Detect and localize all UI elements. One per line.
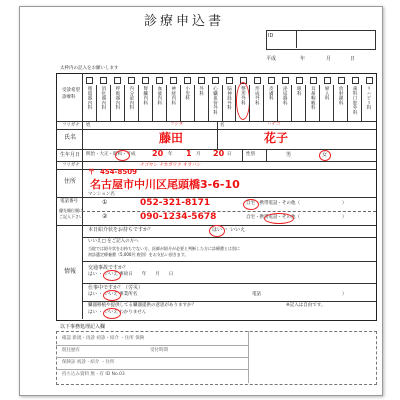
department-divider [124,85,125,121]
birth-label: 生年月日 [60,152,81,158]
id-box [266,30,376,50]
q2-line-1: いいえ□ をご記入の方へ [88,239,139,244]
department-divider [277,85,278,121]
department-divider [263,85,264,121]
q1-answer: はい ・ いいえ [212,227,246,233]
q3-selected-mark [103,270,121,281]
q1-text: 本日紹介状をお持ちですか？ [88,227,153,233]
phone-note-2: ご記入下さい [59,214,83,219]
phone-mark-2: ② [102,213,108,220]
sex-selected-mark [319,150,331,161]
department-checkbox[interactable] [254,77,261,84]
department-checkbox[interactable] [282,77,289,84]
phone-mark-1: ① [102,199,108,206]
department-checkbox[interactable] [100,77,107,84]
department-label: 消化器内科 [100,86,106,110]
sex-female: 女 [322,152,328,158]
birth-year-unit: 年 [168,152,173,157]
address-kana: ナゴヤシ ナカガワク オヲバシ [140,163,202,168]
sex-label: 性別 [246,152,255,157]
q5-note: ※記入は自由です。 [286,303,326,308]
q5-selected-mark [103,308,121,319]
department-checkbox[interactable] [366,77,373,84]
office-row-4: 持ち込み資料 無・有 ID No.03 [62,372,125,377]
department-divider [319,85,320,121]
birth-era-selected-mark [115,150,130,161]
department-checkbox[interactable] [324,77,331,84]
date-year-unit: 年 [300,56,306,62]
office-row-2: 既往歴有 [62,348,80,353]
department-checkbox[interactable] [170,77,177,84]
birth-eras: 明治・大正・昭和・平成 [86,152,136,157]
department-divider [347,85,348,121]
q4-selected-mark [103,290,121,301]
sei-label: 姓 [86,123,91,128]
q2-line-3: 初診選定療養費（5,000円 税別）をお支払い頂きます。 [88,252,189,257]
department-checkbox[interactable] [212,77,219,84]
form-instruction: 太枠内の記入をお願いします [60,66,119,71]
department-checkbox[interactable] [198,77,205,84]
zip-code: 454-8509 [100,168,137,176]
department-divider [194,85,195,121]
q2-line-2: 当院では紹介状をお持ちでない方、医師が紹介が必要と判断した方に診療費とは別に [88,246,240,251]
name-furigana-label: フリガナ [62,123,80,128]
phone-number-1: 052-321-8171 [140,198,211,208]
department-label: 耳鼻咽喉科 [310,86,316,110]
birth-month-unit: 月 [196,152,201,157]
department-divider [96,85,97,121]
phone-type-2: 自宅・携帯電話・その他（ [246,215,300,220]
zip-mark: 〒 [88,168,95,176]
phone-number-2: 090-1234-5678 [140,212,217,222]
department-divider [138,85,139,121]
id-label: ID [268,33,274,39]
department-divider [333,85,334,121]
department-checkbox[interactable] [296,77,303,84]
phone-type-1-selected-mark [243,199,259,210]
office-header: 以下事務処理記入欄 [60,324,106,330]
department-label: 血液内科 [156,86,162,106]
q4-phone-paren: ） [342,292,347,297]
department-checkbox[interactable] [226,77,233,84]
birth-day: 20 [213,149,225,158]
department-divider [166,85,167,121]
department-label: 歯科口腔外科 [352,86,358,115]
office-row-1: 確認 新規・再診 初診・紹介 ・住所 保険 [62,336,145,341]
department-label: 腎臓内科 [142,86,148,106]
department-label: 循環器内科 [86,86,92,110]
info-label: 情報 [64,268,77,275]
application-form-sheet [19,6,383,396]
address-label: 住所 [64,178,77,185]
date-era: 平成 [266,56,277,62]
date-month-unit: 月 [326,56,332,62]
sei-kana: フジタ [170,122,184,127]
department-label: 泌尿器科 [282,86,288,106]
department-label: 神経内科 [170,86,176,106]
department-label: 小児科 [184,86,190,101]
department-label-2: 診療科 [62,95,76,100]
department-divider [361,85,362,121]
phone-note-1: 優先順位順に [59,208,83,213]
department-checkbox[interactable] [310,77,317,84]
department-checkbox[interactable] [86,77,93,84]
department-label: 形成外科 [254,86,260,106]
department-divider [305,85,306,121]
mei-kana: ハナコ [267,122,281,127]
phone-close-1: ） [342,201,347,206]
phone-type-1: 自宅・携帯電話・その他（ [246,201,300,206]
mei-label: 名 [220,123,225,128]
form-title: 診療申込書 [144,14,225,29]
department-checkbox[interactable] [352,77,359,84]
department-checkbox[interactable] [142,77,149,84]
q4-phone-label: 電話 [252,292,261,297]
department-label: 外科 [198,86,204,96]
q4-text: 仕事中ですか？（労災） [88,285,144,291]
department-checkbox[interactable] [128,77,135,84]
phone-close-2: ） [342,215,347,220]
department-label: 婦人科 [324,86,330,101]
address-furigana-label: フリガナ [62,163,80,168]
department-label: 整形外科 [240,86,246,106]
department-label: 放射線科 [338,86,344,106]
office-row-3: 保険証 初診・紹介 ・住所 [62,360,115,365]
department-divider [249,85,250,121]
department-label: 心臓血管外科 [212,86,218,115]
birth-year: 20 [152,149,164,158]
sex-male: 男 [286,152,292,158]
department-checkbox[interactable] [184,77,191,84]
q3-answer: はい ・ いいえ 事故日 年 月 日 [88,272,174,277]
department-label-1: 受診希望 [62,88,80,93]
department-label: 眼科 [296,86,302,96]
department-label: 内分泌内科 [128,86,134,110]
phone-type-2-selected-mark [264,213,294,224]
q5-answer: はい ・ いいえ わかりません [88,310,147,315]
sei-value: 藤田 [159,131,184,145]
phone-label: 電話番号 [60,199,78,204]
building-label: マンション名 [88,192,115,197]
department-label: 呼吸器内科 [114,86,120,110]
department-label: リハビリ科 [366,86,372,110]
department-checkbox[interactable] [338,77,345,84]
department-divider [208,85,209,121]
q5-text: 臓器移植や提供してる臓器提供の意思がありますか？ [88,303,196,308]
office-row-2-mid: 受付時間 [150,348,168,353]
name-label: 氏名 [64,134,77,141]
department-divider [291,85,292,121]
department-divider [152,85,153,121]
q4-answer: はい ・ いいえ 事業所名 [88,292,138,297]
department-checkbox[interactable] [114,77,121,84]
department-checkbox[interactable] [156,77,163,84]
department-checkbox[interactable] [268,77,275,84]
mei-value: 花子 [264,131,289,145]
q3-text: 交通事故ですか？ [88,265,129,271]
department-divider [110,85,111,121]
department-divider [222,85,223,121]
date-day-unit: 日 [350,56,356,62]
birth-day-unit: 日 [227,152,232,157]
department-label: 皮膚科 [268,86,274,101]
department-divider [180,85,181,121]
birth-month: 1 [186,149,192,158]
q1-selected-mark [209,225,225,237]
department-label: 脳神経外科 [226,86,232,110]
address-value: 名古屋市中川区尾頭橋3-6-10 [90,178,240,191]
